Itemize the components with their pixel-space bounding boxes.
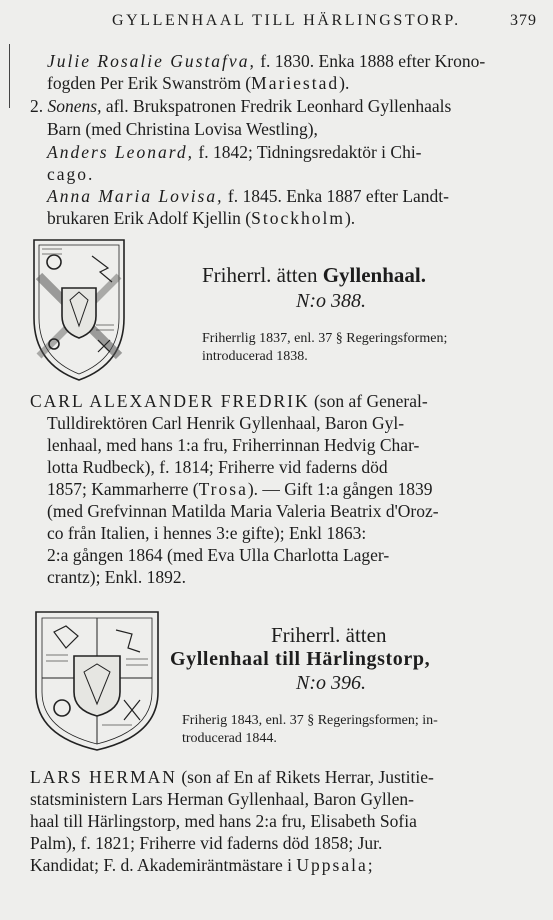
carl-place: Trosa: [198, 479, 248, 499]
entry-carl-line2: Tulldirektören Carl Henrik Gyllenhaal, Baron Gyl-: [47, 413, 405, 433]
son-rest: afl. Brukspatronen Fredrik Leonhard Gyllenhaals: [101, 96, 452, 116]
entry-carl-line4: lotta Rudbeck), f. 1814; Friherre vid faderns död: [47, 457, 388, 477]
entry-anna-line2: [47, 207, 355, 229]
son-word: Sonens,: [47, 96, 102, 116]
julie-name: Julie Rosalie Gustafva,: [47, 51, 256, 71]
julie-rest: f. 1830. Enka 1888 efter Krono-: [255, 51, 486, 71]
entry-anders-line2: cago.: [47, 164, 95, 184]
coat-of-arms-icon: [32, 608, 162, 754]
section2-number: N:o 396.: [296, 672, 366, 694]
anna-place: Stockholm: [251, 208, 345, 228]
entry-carl-line9: crantz); Enkl. 1892.: [47, 567, 186, 587]
section2-title-line2: Gyllenhaal till Härlingstorp,: [170, 648, 431, 670]
entry-son-line1: [30, 95, 451, 117]
entry-carl-line3: lenhaal, med hans 1:a fru, Friherrinnan Hedvig Char-: [47, 435, 420, 455]
entry-anna-line1: [47, 185, 449, 207]
running-head: GYLLENHAAL TILL HÄRLINGSTORP.: [112, 12, 461, 29]
entry-julie-line2: [47, 72, 349, 94]
entry-lars-line4: Palm), f. 1821; Friherre vid faderns död 1858; Jur.: [30, 833, 383, 853]
coat-of-arms-icon: [30, 236, 128, 384]
lars-name: LARS HERMAN: [30, 767, 177, 787]
anna-rest: f. 1845. Enka 1887 efter Landt-: [223, 186, 449, 206]
entry-julie-line1: [47, 50, 485, 72]
entry-anders-line1: [47, 141, 422, 163]
entry-lars-line2: statsministern Lars Herman Gyllenhaal, Baron Gyllen-: [30, 789, 414, 809]
entry-lars-line1: [30, 766, 434, 788]
section2-note-line2: troducerad 1844.: [182, 731, 277, 746]
section1-number: N:o 388.: [296, 290, 366, 312]
entry-carl-line5: [47, 478, 433, 500]
section2-note-line1: Friherig 1843, enl. 37 § Regeringsformen; in-: [182, 713, 438, 728]
carl-name: CARL ALEXANDER FREDRIK: [30, 391, 310, 411]
anna-line2a: brukaren Erik Adolf Kjellin (: [47, 208, 252, 228]
entry-carl-line8: 2:a gången 1864 (med Eva Ulla Charlotta Lager-: [47, 545, 390, 565]
entry-carl-line6: (med Grefvinnan Matilda Maria Valeria Beatrix d'Oroz-: [47, 501, 439, 521]
entry-lars-line3: haal till Härlingstorp, med hans 2:a fru, Elisabeth Sofia: [30, 811, 417, 831]
carl-line5a: 1857; Kammarherre (: [47, 479, 199, 499]
section1-note-line1: Friherrlig 1837, enl. 37 § Regeringsformen;: [202, 331, 448, 346]
section2-title-line1: Friherrl. ätten: [271, 623, 387, 647]
anders-name: Anders Leonard,: [47, 142, 194, 162]
anna-line2b: ).: [344, 208, 356, 228]
lars-place: Uppsala: [296, 855, 368, 875]
entry-son-line2: Barn (med Christina Lovisa Westling),: [47, 119, 318, 139]
julie-line2b: ).: [339, 73, 350, 93]
carl-line5b: ). — Gift 1:a gången 1839: [247, 479, 433, 499]
section1-title: [202, 262, 426, 288]
entry-carl-line7: co från Italien, i hennes 3:e gifte); Enkl 1863:: [47, 523, 367, 543]
section1-note-line2: introducerad 1838.: [202, 349, 308, 364]
lars-line1b: (son af En af Rikets Herrar, Justitie-: [176, 767, 434, 787]
entry-carl-line1: [30, 390, 428, 412]
section1-title-plain: Friherrl. ätten: [202, 263, 323, 287]
entry-lars-line5: [30, 854, 373, 876]
page-number: 379: [510, 12, 537, 29]
lars-line5b: ;: [367, 855, 373, 875]
julie-place: Mariestad: [251, 73, 340, 93]
lars-line5a: Kandidat; F. d. Akademiräntmästare i: [30, 855, 297, 875]
carl-line1b: (son af General-: [309, 391, 428, 411]
julie-line2a: fogden Per Erik Swanström (: [47, 73, 252, 93]
son-number: 2.: [30, 96, 44, 116]
anna-name: Anna Maria Lovisa,: [47, 186, 224, 206]
section1-title-family: Gyllenhaal.: [322, 263, 426, 287]
page-header: [0, 12, 553, 36]
anders-rest: f. 1842; Tidningsredaktör i Chi-: [194, 142, 422, 162]
margin-rule: [9, 44, 10, 108]
